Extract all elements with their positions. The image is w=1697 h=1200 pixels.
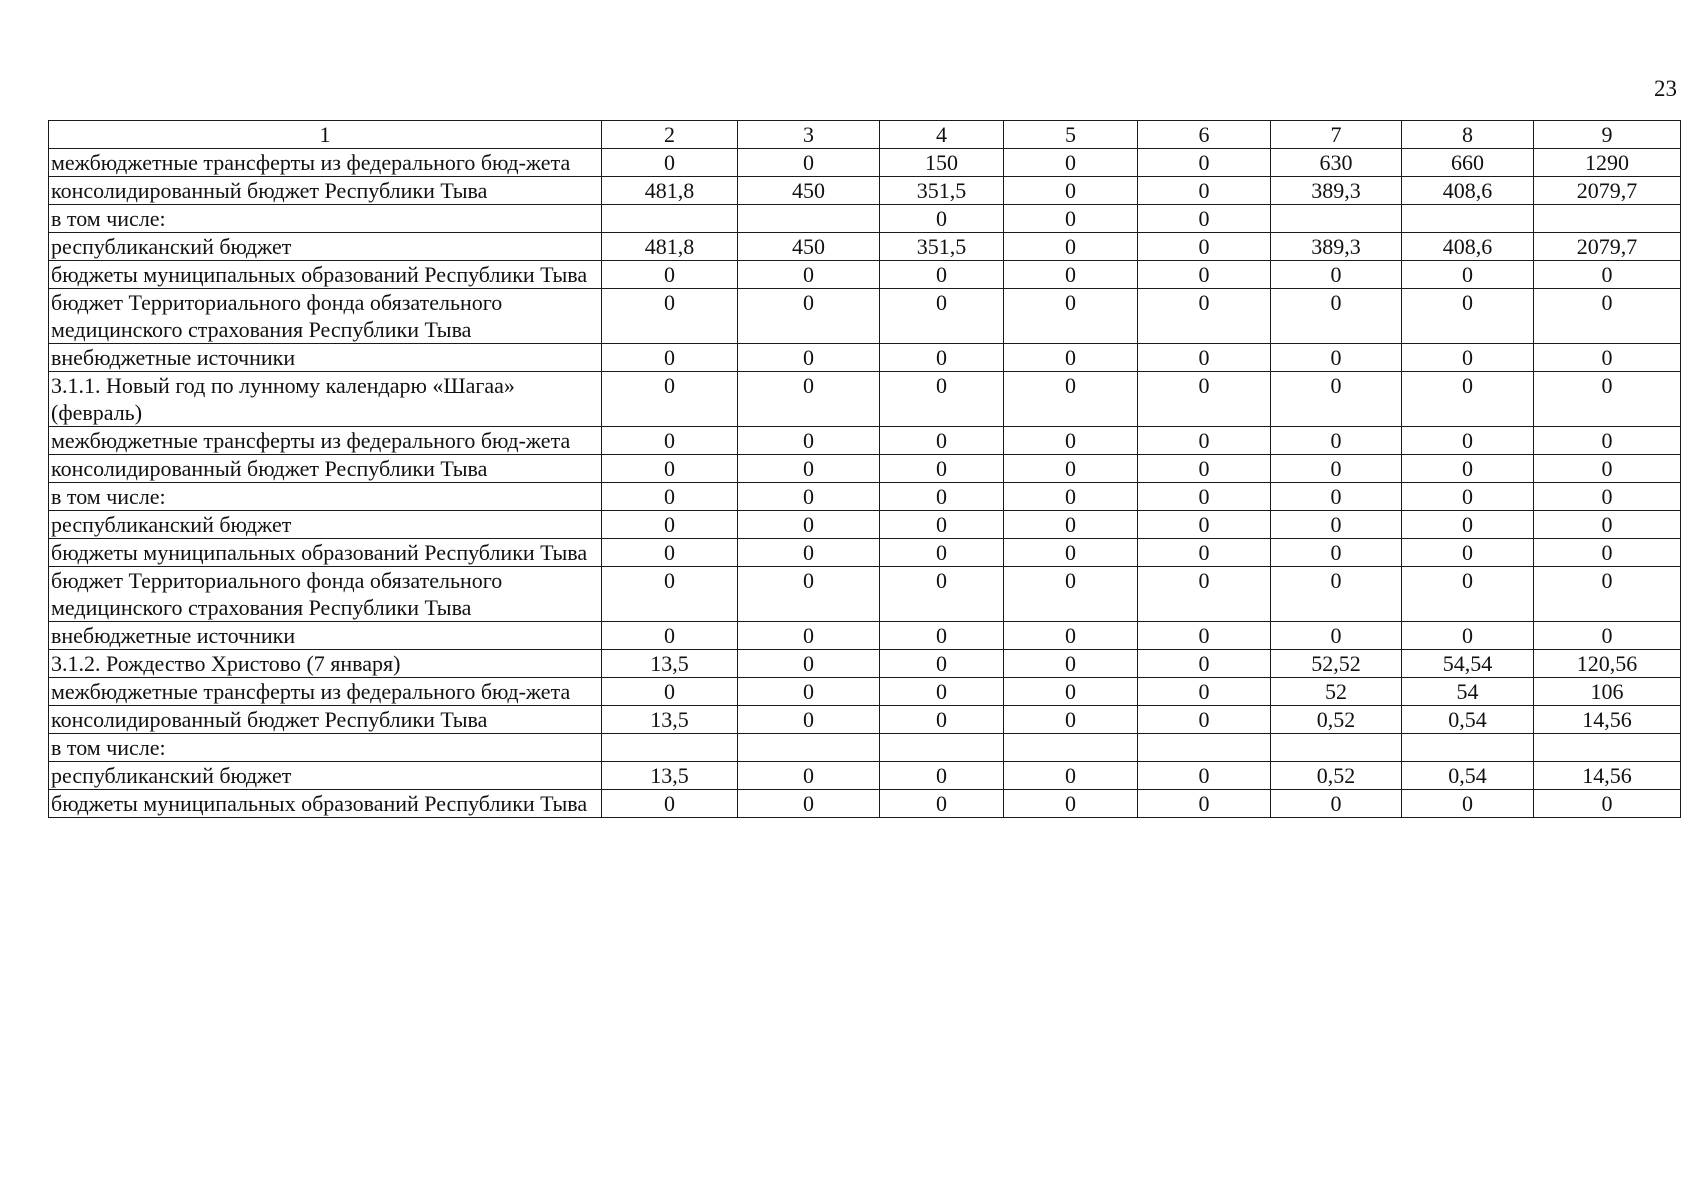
table-row xyxy=(49,762,1681,790)
cell-col-6: 0 xyxy=(1138,622,1271,650)
cell-col-4: 0 xyxy=(880,790,1004,818)
cell-col-6: 0 xyxy=(1138,233,1271,261)
cell-col-4: 0 xyxy=(880,622,1004,650)
cell-col-5: 0 xyxy=(1004,483,1138,511)
cell-col-7: 0 xyxy=(1271,344,1402,372)
cell-col-6: 0 xyxy=(1138,261,1271,289)
cell-col-9: 0 xyxy=(1534,427,1681,455)
row-label: в том числе: xyxy=(49,205,602,233)
cell-col-5: 0 xyxy=(1004,344,1138,372)
cell-col-2: 0 xyxy=(602,539,738,567)
cell-col-2: 13,5 xyxy=(602,762,738,790)
cell-col-2: 0 xyxy=(602,289,738,344)
cell-col-4: 0 xyxy=(880,650,1004,678)
cell-col-7: 389,3 xyxy=(1271,177,1402,205)
row-label: внебюджетные источники xyxy=(49,344,602,372)
cell-col-4: 0 xyxy=(880,762,1004,790)
cell-col-4: 0 xyxy=(880,539,1004,567)
cell-col-2: 481,8 xyxy=(602,177,738,205)
cell-col-9: 2079,7 xyxy=(1534,177,1681,205)
cell-col-5: 0 xyxy=(1004,261,1138,289)
cell-col-8: 0 xyxy=(1402,455,1534,483)
cell-col-9: 0 xyxy=(1534,372,1681,427)
cell-col-4: 150 xyxy=(880,149,1004,177)
cell-col-9: 0 xyxy=(1534,622,1681,650)
table-row xyxy=(49,261,1681,289)
cell-col-4: 0 xyxy=(880,205,1004,233)
cell-col-7: 630 xyxy=(1271,149,1402,177)
cell-col-5: 0 xyxy=(1004,622,1138,650)
cell-col-8: 0 xyxy=(1402,344,1534,372)
table-row xyxy=(49,344,1681,372)
table-row xyxy=(49,372,1681,427)
cell-col-5: 0 xyxy=(1004,372,1138,427)
table-row xyxy=(49,790,1681,818)
cell-col-3: 0 xyxy=(738,289,880,344)
cell-col-5: 0 xyxy=(1004,177,1138,205)
cell-col-4: 0 xyxy=(880,678,1004,706)
cell-col-7: 0,52 xyxy=(1271,706,1402,734)
row-label: республиканский бюджет xyxy=(49,233,602,261)
cell-col-7: 52,52 xyxy=(1271,650,1402,678)
cell-col-4 xyxy=(880,734,1004,762)
cell-col-8: 0,54 xyxy=(1402,706,1534,734)
cell-col-8: 0 xyxy=(1402,622,1534,650)
cell-col-7 xyxy=(1271,205,1402,233)
table-row xyxy=(49,483,1681,511)
cell-col-5: 0 xyxy=(1004,427,1138,455)
cell-col-5: 0 xyxy=(1004,762,1138,790)
cell-col-9: 14,56 xyxy=(1534,762,1681,790)
cell-col-7: 0 xyxy=(1271,567,1402,622)
row-label: межбюджетные трансферты из федерального бюд-жета xyxy=(49,149,602,177)
cell-col-5: 0 xyxy=(1004,567,1138,622)
cell-col-8: 0 xyxy=(1402,539,1534,567)
row-label: бюджеты муниципальных образований Республики Тыва xyxy=(49,790,602,818)
cell-col-9 xyxy=(1534,734,1681,762)
cell-col-8: 0 xyxy=(1402,790,1534,818)
cell-col-3: 0 xyxy=(738,511,880,539)
cell-col-7: 389,3 xyxy=(1271,233,1402,261)
row-label: республиканский бюджет xyxy=(49,762,602,790)
cell-col-9: 0 xyxy=(1534,567,1681,622)
cell-col-2: 0 xyxy=(602,483,738,511)
cell-col-8: 54,54 xyxy=(1402,650,1534,678)
row-label: в том числе: xyxy=(49,483,602,511)
table-row xyxy=(49,233,1681,261)
cell-col-7: 0 xyxy=(1271,622,1402,650)
cell-col-8 xyxy=(1402,734,1534,762)
cell-col-6: 0 xyxy=(1138,205,1271,233)
column-header-9: 9 xyxy=(1534,121,1681,149)
column-header-5: 5 xyxy=(1004,121,1138,149)
cell-col-2: 0 xyxy=(602,622,738,650)
cell-col-7: 0 xyxy=(1271,511,1402,539)
cell-col-3: 0 xyxy=(738,706,880,734)
row-label: консолидированный бюджет Республики Тыва xyxy=(49,455,602,483)
cell-col-5 xyxy=(1004,734,1138,762)
cell-col-5: 0 xyxy=(1004,149,1138,177)
row-label: республиканский бюджет xyxy=(49,511,602,539)
header-row xyxy=(49,121,1681,149)
cell-col-3 xyxy=(738,734,880,762)
cell-col-3: 0 xyxy=(738,790,880,818)
table-row xyxy=(49,149,1681,177)
cell-col-5: 0 xyxy=(1004,539,1138,567)
column-header-1: 1 xyxy=(49,121,602,149)
cell-col-2 xyxy=(602,205,738,233)
cell-col-8: 0 xyxy=(1402,511,1534,539)
cell-col-6: 0 xyxy=(1138,790,1271,818)
column-header-6: 6 xyxy=(1138,121,1271,149)
cell-col-2: 13,5 xyxy=(602,706,738,734)
cell-col-5: 0 xyxy=(1004,650,1138,678)
cell-col-6: 0 xyxy=(1138,762,1271,790)
cell-col-3: 0 xyxy=(738,678,880,706)
cell-col-2: 0 xyxy=(602,427,738,455)
cell-col-7: 0 xyxy=(1271,289,1402,344)
cell-col-2: 0 xyxy=(602,678,738,706)
cell-col-4: 0 xyxy=(880,344,1004,372)
cell-col-3: 0 xyxy=(738,622,880,650)
cell-col-7: 0 xyxy=(1271,790,1402,818)
cell-col-6: 0 xyxy=(1138,706,1271,734)
row-label: консолидированный бюджет Республики Тыва xyxy=(49,706,602,734)
cell-col-6: 0 xyxy=(1138,344,1271,372)
cell-col-3: 0 xyxy=(738,567,880,622)
table-row xyxy=(49,650,1681,678)
cell-col-4: 0 xyxy=(880,261,1004,289)
cell-col-8: 0 xyxy=(1402,567,1534,622)
cell-col-8: 0 xyxy=(1402,289,1534,344)
cell-col-6 xyxy=(1138,734,1271,762)
cell-col-9: 1290 xyxy=(1534,149,1681,177)
cell-col-4: 351,5 xyxy=(880,233,1004,261)
cell-col-6: 0 xyxy=(1138,455,1271,483)
budget-table xyxy=(48,120,1681,818)
cell-col-6: 0 xyxy=(1138,539,1271,567)
cell-col-7: 0 xyxy=(1271,261,1402,289)
cell-col-2: 13,5 xyxy=(602,650,738,678)
cell-col-4: 0 xyxy=(880,567,1004,622)
cell-col-9: 0 xyxy=(1534,344,1681,372)
cell-col-7: 52 xyxy=(1271,678,1402,706)
cell-col-2: 0 xyxy=(602,372,738,427)
cell-col-6: 0 xyxy=(1138,177,1271,205)
cell-col-2: 0 xyxy=(602,149,738,177)
table-row xyxy=(49,567,1681,622)
cell-col-2: 0 xyxy=(602,261,738,289)
cell-col-8: 660 xyxy=(1402,149,1534,177)
cell-col-4: 0 xyxy=(880,455,1004,483)
cell-col-3: 0 xyxy=(738,372,880,427)
cell-col-8: 0 xyxy=(1402,372,1534,427)
cell-col-4: 351,5 xyxy=(880,177,1004,205)
cell-col-5: 0 xyxy=(1004,706,1138,734)
cell-col-9 xyxy=(1534,205,1681,233)
cell-col-9: 0 xyxy=(1534,289,1681,344)
table-row xyxy=(49,706,1681,734)
row-label: межбюджетные трансферты из федерального бюд-жета xyxy=(49,427,602,455)
cell-col-6: 0 xyxy=(1138,149,1271,177)
cell-col-9: 0 xyxy=(1534,483,1681,511)
table-row xyxy=(49,539,1681,567)
table-row xyxy=(49,734,1681,762)
cell-col-6: 0 xyxy=(1138,678,1271,706)
cell-col-5: 0 xyxy=(1004,205,1138,233)
table-row xyxy=(49,678,1681,706)
cell-col-7: 0,52 xyxy=(1271,762,1402,790)
table-row xyxy=(49,511,1681,539)
cell-col-8: 54 xyxy=(1402,678,1534,706)
cell-col-3: 0 xyxy=(738,650,880,678)
row-label: межбюджетные трансферты из федерального бюд-жета xyxy=(49,678,602,706)
cell-col-3: 0 xyxy=(738,455,880,483)
cell-col-7: 0 xyxy=(1271,455,1402,483)
cell-col-6: 0 xyxy=(1138,511,1271,539)
cell-col-9: 0 xyxy=(1534,539,1681,567)
cell-col-4: 0 xyxy=(880,706,1004,734)
cell-col-3 xyxy=(738,205,880,233)
page-number: 23 xyxy=(1654,76,1677,101)
cell-col-2: 0 xyxy=(602,455,738,483)
cell-col-9: 0 xyxy=(1534,261,1681,289)
cell-col-5: 0 xyxy=(1004,511,1138,539)
cell-col-2: 0 xyxy=(602,511,738,539)
cell-col-5: 0 xyxy=(1004,289,1138,344)
row-label: в том числе: xyxy=(49,734,602,762)
cell-col-8: 408,6 xyxy=(1402,233,1534,261)
cell-col-3: 0 xyxy=(738,762,880,790)
row-label: консолидированный бюджет Республики Тыва xyxy=(49,177,602,205)
column-header-3: 3 xyxy=(738,121,880,149)
row-label: 3.1.2. Рождество Христово (7 января) xyxy=(49,650,602,678)
cell-col-6: 0 xyxy=(1138,427,1271,455)
table-row xyxy=(49,289,1681,344)
cell-col-9: 0 xyxy=(1534,455,1681,483)
cell-col-8 xyxy=(1402,205,1534,233)
cell-col-5: 0 xyxy=(1004,455,1138,483)
table-row xyxy=(49,177,1681,205)
row-label: бюджеты муниципальных образований Республики Тыва xyxy=(49,539,602,567)
cell-col-2 xyxy=(602,734,738,762)
cell-col-9: 0 xyxy=(1534,511,1681,539)
cell-col-7: 0 xyxy=(1271,539,1402,567)
row-label: бюджеты муниципальных образований Республики Тыва xyxy=(49,261,602,289)
cell-col-9: 0 xyxy=(1534,790,1681,818)
cell-col-9: 14,56 xyxy=(1534,706,1681,734)
cell-col-4: 0 xyxy=(880,289,1004,344)
table-row xyxy=(49,622,1681,650)
cell-col-4: 0 xyxy=(880,372,1004,427)
column-header-7: 7 xyxy=(1271,121,1402,149)
cell-col-6: 0 xyxy=(1138,372,1271,427)
row-label: 3.1.1. Новый год по лунному календарю «Шагаа» (февраль) xyxy=(49,372,602,427)
table-row xyxy=(49,455,1681,483)
cell-col-6: 0 xyxy=(1138,483,1271,511)
cell-col-2: 481,8 xyxy=(602,233,738,261)
cell-col-3: 450 xyxy=(738,233,880,261)
cell-col-4: 0 xyxy=(880,483,1004,511)
cell-col-9: 2079,7 xyxy=(1534,233,1681,261)
cell-col-5: 0 xyxy=(1004,233,1138,261)
cell-col-6: 0 xyxy=(1138,567,1271,622)
cell-col-6: 0 xyxy=(1138,650,1271,678)
cell-col-8: 0 xyxy=(1402,261,1534,289)
table-row xyxy=(49,427,1681,455)
cell-col-4: 0 xyxy=(880,511,1004,539)
row-label: бюджет Территориального фонда обязательного медицинского страхования Республики Тыва xyxy=(49,289,602,344)
cell-col-2: 0 xyxy=(602,567,738,622)
cell-col-4: 0 xyxy=(880,427,1004,455)
cell-col-6: 0 xyxy=(1138,289,1271,344)
column-header-2: 2 xyxy=(602,121,738,149)
cell-col-8: 408,6 xyxy=(1402,177,1534,205)
cell-col-3: 0 xyxy=(738,261,880,289)
cell-col-7: 0 xyxy=(1271,427,1402,455)
column-header-8: 8 xyxy=(1402,121,1534,149)
cell-col-3: 0 xyxy=(738,539,880,567)
cell-col-7: 0 xyxy=(1271,483,1402,511)
cell-col-2: 0 xyxy=(602,344,738,372)
cell-col-3: 0 xyxy=(738,483,880,511)
cell-col-3: 450 xyxy=(738,177,880,205)
cell-col-3: 0 xyxy=(738,427,880,455)
cell-col-9: 120,56 xyxy=(1534,650,1681,678)
cell-col-2: 0 xyxy=(602,790,738,818)
table-row xyxy=(49,205,1681,233)
row-label: бюджет Территориального фонда обязательного медицинского страхования Республики Тыва xyxy=(49,567,602,622)
cell-col-5: 0 xyxy=(1004,678,1138,706)
row-label: внебюджетные источники xyxy=(49,622,602,650)
cell-col-8: 0,54 xyxy=(1402,762,1534,790)
cell-col-7: 0 xyxy=(1271,372,1402,427)
cell-col-8: 0 xyxy=(1402,427,1534,455)
cell-col-9: 106 xyxy=(1534,678,1681,706)
cell-col-3: 0 xyxy=(738,344,880,372)
cell-col-5: 0 xyxy=(1004,790,1138,818)
cell-col-3: 0 xyxy=(738,149,880,177)
column-header-4: 4 xyxy=(880,121,1004,149)
cell-col-7 xyxy=(1271,734,1402,762)
cell-col-8: 0 xyxy=(1402,483,1534,511)
